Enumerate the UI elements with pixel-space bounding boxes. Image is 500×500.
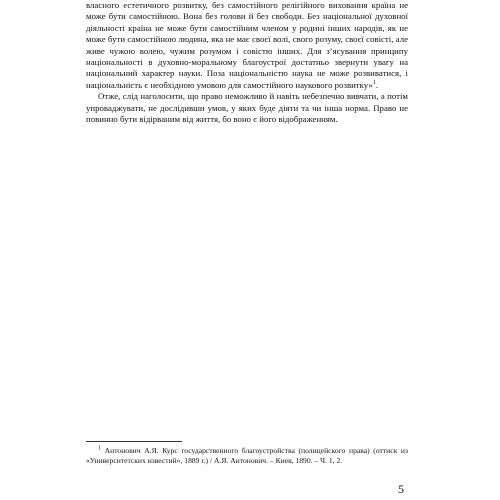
page-number: 5	[398, 482, 404, 496]
paragraph-1-text: власного естетичного розвитку, без самостійного релігійного виховання країна не може бути самостійною. Вона без голови й без свободи. Без національної духовної діяльності країна не може бути самостійним членом у родині інших народів, як не може бути самостійною людина, яка не має своєї волі, свого розуму, своєї совісті, але живе чужою волею, чужим розумом і совістю інших. Для з’ясування принципу національності в духовно-моральному благоустрої достатньо звернути увагу на національний характер науки. Поза національністю наука не може розвиватися, і національність є необхідною умовою для самостійного наукового розвитку»	[86, 0, 408, 90]
footnote	[86, 446, 408, 465]
paragraph-conclusion: Отже, слід наголосити, що право неможливо й навіть небезпечно вивчати, а потім упроваджувати, не дослідивши умов, у яких буде діяти та чи інша норма. Право не повинно бути відірваним від життя, бо воно є його відображенням.	[86, 91, 408, 125]
main-text	[86, 0, 408, 125]
footnote-marker: 1	[98, 445, 101, 452]
footnote-reference[interactable]: 1	[372, 79, 376, 86]
footnote-text: Антонович А.Я. Курс государственного благоустройства (полицейского права) (оттиск из «Университетских известий», 1889 г.) / А.Я. Антонович. – Киев, 1890. – Ч. 1, 2.	[86, 446, 408, 465]
footnote-separator	[86, 441, 182, 442]
paragraph-continued: власного естетичного розвитку, без самостійного релігійного виховання країна не може бути самостійною. Вона без голови й без свободи. Без національної духовної діяльності країна не може бути самостійним членом у родині інших народів, як не може бути самостійною людина, яка не має своєї волі, свого розуму, своєї совісті, але живе чужою волею, чужим розумом і совістю інших. Для з’ясування принципу національності в духовно-моральному благоустрої достатньо звернути увагу на національний характер науки. Поза національністю наука не може розвиватися, і національність є необхідною умовою для самостійного наукового розвитку»$^1$.	[86, 0, 408, 90]
